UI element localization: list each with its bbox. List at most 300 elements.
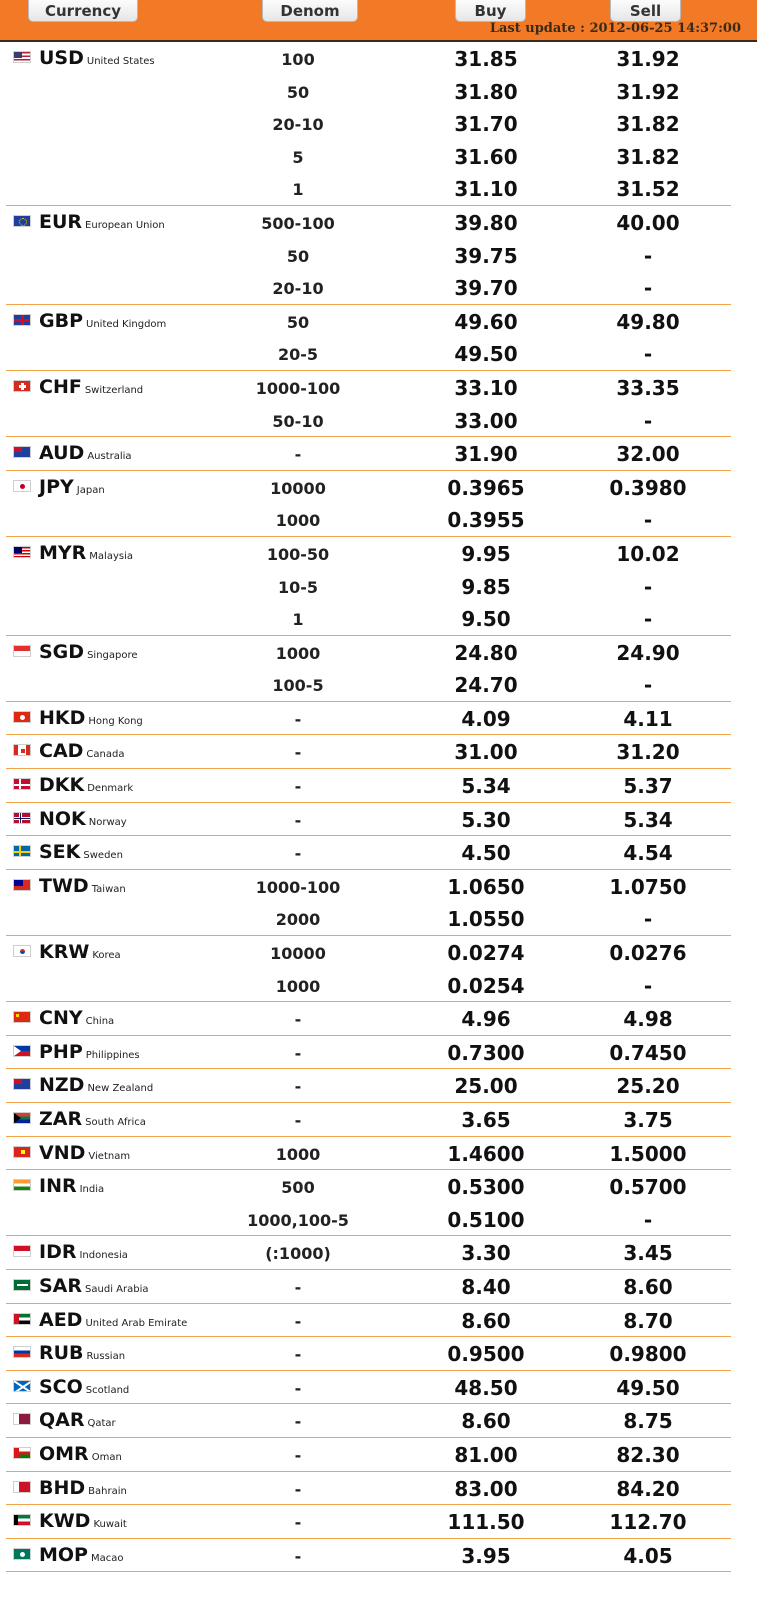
buy-rate-cell: 39.75 [454, 243, 518, 268]
currency-name: Switzerland [84, 384, 144, 396]
table-row [6, 1404, 731, 1437]
denom-cell: - [294, 1345, 302, 1365]
table-row [6, 1539, 731, 1572]
denom-cell: 10000 [270, 478, 326, 498]
in-flag-icon [13, 1179, 31, 1191]
currency-code: SAR Saudi Arabia [39, 1274, 149, 1297]
vn-flag-icon [13, 1146, 31, 1158]
currency-code: NZD New Zealand [39, 1074, 154, 1097]
sell-rate-cell: - [643, 973, 653, 998]
buy-rate-cell: 31.90 [454, 442, 518, 467]
buy-rate-cell: 3.30 [461, 1241, 511, 1266]
currency-name: Russian [86, 1351, 126, 1363]
table-row [6, 1002, 731, 1035]
denom-cell: - [294, 810, 302, 830]
buy-rate-cell: 31.10 [454, 177, 518, 202]
currency-name: Singapore [87, 649, 138, 661]
table-row [6, 902, 731, 935]
denom-cell: 100 [281, 50, 315, 69]
denom-cell: - [294, 777, 302, 797]
currency-group-twd [6, 870, 731, 936]
buy-rate-cell: 0.7300 [447, 1040, 525, 1065]
buy-rate-cell: 1.4600 [447, 1141, 525, 1166]
buy-rate-cell: 5.30 [461, 807, 511, 832]
rates-table [0, 42, 757, 1572]
sell-rate-cell: 84.20 [616, 1476, 680, 1501]
table-row [6, 172, 731, 205]
currency-code: USD United States [39, 47, 155, 69]
no-flag-icon [13, 812, 31, 824]
denom-cell: - [294, 1412, 302, 1432]
buy-rate-cell: 0.3955 [447, 508, 525, 533]
buy-rate-cell: 25.00 [454, 1074, 518, 1099]
denom-column-button[interactable]: Denom [262, 0, 358, 22]
currency-name: Norway [88, 816, 127, 828]
buy-rate-cell: 9.95 [461, 541, 511, 566]
buy-rate-cell: 83.00 [454, 1476, 518, 1501]
denom-cell: - [294, 743, 302, 763]
buy-rate-cell: 0.3965 [447, 475, 525, 500]
currency-code: JPY Japan [39, 475, 105, 498]
denom-cell: 100-50 [266, 544, 330, 564]
table-row [6, 969, 731, 1002]
my-flag-icon [13, 546, 31, 558]
table-row [6, 1337, 731, 1370]
currency-group-rub [6, 1337, 731, 1371]
currency-group-qar [6, 1404, 731, 1438]
uk-flag-icon [13, 314, 31, 326]
currency-name: China [85, 1016, 115, 1028]
currency-code: KWD Kuwait [39, 1510, 127, 1533]
table-row [6, 1203, 731, 1236]
currency-code: KRW Korea [39, 941, 121, 964]
currency-name: Philippines [85, 1049, 140, 1061]
table-row [6, 305, 731, 338]
currency-name: United States [86, 56, 155, 67]
table-row [6, 42, 731, 75]
table-row [6, 602, 731, 635]
currency-group-php [6, 1036, 731, 1070]
currency-name: Denmark [87, 783, 134, 795]
buy-rate-cell: 0.0274 [447, 941, 525, 966]
denom-cell: 1000 [275, 511, 321, 531]
buy-rate-cell: 8.60 [461, 1409, 511, 1434]
denom-cell: - [294, 1043, 302, 1063]
currency-code: ZAR South Africa [39, 1108, 146, 1130]
table-row [6, 239, 731, 272]
table-row [6, 1371, 731, 1404]
table-row [6, 1069, 731, 1102]
sell-rate-cell: - [643, 342, 653, 367]
currency-name: Indonesia [79, 1250, 128, 1262]
denom-cell: - [294, 844, 302, 864]
buy-rate-cell: 31.60 [454, 144, 518, 169]
currency-code: AED United Arab Emirate [39, 1308, 188, 1331]
currency-name: European Union [85, 219, 165, 231]
currency-group-cny [6, 1002, 731, 1036]
sell-rate-cell: 0.3980 [609, 475, 687, 500]
currency-name: Scotland [85, 1384, 130, 1396]
denom-cell: 1000-100 [255, 877, 341, 897]
sell-rate-cell: 0.7450 [609, 1040, 687, 1065]
currency-name: Hong Kong [88, 715, 143, 727]
denom-cell: 20-5 [277, 345, 319, 365]
sell-rate-cell: 31.82 [616, 112, 680, 137]
buy-rate-cell: 111.50 [447, 1510, 525, 1535]
currency-group-kwd [6, 1505, 731, 1539]
buy-rate-cell: 49.50 [454, 342, 518, 367]
currency-code: CHF Switzerland [39, 375, 144, 398]
currency-group-aed [6, 1304, 731, 1338]
table-row [6, 570, 731, 603]
currency-code: QAR Qatar [39, 1409, 116, 1432]
sell-rate-cell: 8.75 [623, 1409, 673, 1434]
table-row [6, 140, 731, 173]
denom-cell: 500-100 [261, 213, 335, 233]
denom-cell: - [294, 1513, 302, 1533]
sell-rate-cell: 5.34 [623, 807, 673, 832]
currency-group-nzd [6, 1069, 731, 1103]
denom-cell: 50 [286, 82, 310, 102]
currency-group-omr [6, 1438, 731, 1472]
table-row [6, 404, 731, 437]
table-row [6, 371, 731, 404]
currency-name: Australia [87, 451, 132, 463]
currency-group-nok [6, 803, 731, 837]
table-row [6, 1270, 731, 1303]
table-row [6, 836, 731, 869]
buy-rate-cell: 9.85 [461, 574, 511, 599]
currency-code: GBP United Kingdom [39, 309, 167, 332]
currency-group-sek [6, 836, 731, 870]
buy-column-button[interactable]: Buy [455, 0, 526, 22]
currency-name: India [79, 1184, 105, 1196]
au-flag-icon [13, 446, 31, 458]
nz-flag-icon [13, 1078, 31, 1090]
sell-rate-cell: 24.90 [616, 640, 680, 665]
sell-rate-cell: 8.60 [623, 1274, 673, 1299]
currency-code: PHP Philippines [39, 1040, 140, 1063]
currency-name: United Arab Emirate [85, 1317, 188, 1329]
sell-rate-cell: 3.45 [623, 1241, 673, 1266]
sell-rate-cell: - [643, 508, 653, 533]
table-row [6, 803, 731, 836]
denom-cell: 1000 [275, 1144, 321, 1164]
denom-cell: 1000 [275, 976, 321, 996]
sell-rate-cell: 31.92 [616, 79, 680, 104]
table-row [6, 1505, 731, 1538]
id-flag-icon [13, 1245, 31, 1257]
sell-rate-cell: - [643, 276, 653, 301]
sell-rate-cell: 33.35 [616, 375, 680, 400]
buy-rate-cell: 3.65 [461, 1108, 511, 1132]
currency-name: Bahrain [88, 1485, 127, 1497]
sell-rate-cell: 4.98 [623, 1007, 673, 1032]
denom-cell: - [294, 1311, 302, 1331]
sell-rate-cell: - [643, 673, 653, 698]
table-row [6, 1170, 731, 1203]
denom-cell: 100-5 [272, 676, 324, 696]
sell-rate-cell: 31.92 [616, 47, 680, 71]
eu-flag-icon [13, 215, 31, 227]
sell-rate-cell: 82.30 [616, 1442, 680, 1467]
ph-flag-icon [13, 1045, 31, 1057]
currency-code: VND Vietnam [39, 1141, 131, 1164]
denom-cell: - [294, 445, 302, 465]
currency-code: HKD Hong Kong [39, 706, 143, 729]
buy-rate-cell: 24.70 [454, 673, 518, 698]
currency-code: DKK Denmark [39, 774, 134, 797]
table-row [6, 668, 731, 701]
sell-rate-cell: 1.0750 [609, 874, 687, 899]
currency-code: MYR Malaysia [39, 541, 133, 564]
denom-cell: 500 [281, 1178, 315, 1198]
dk-flag-icon [13, 778, 31, 790]
sell-rate-cell: 32.00 [616, 442, 680, 467]
currency-group-gbp [6, 305, 731, 371]
sell-rate-cell: - [643, 607, 653, 632]
currency-group-idr [6, 1236, 731, 1270]
tw-flag-icon [13, 879, 31, 891]
denom-cell: - [294, 1479, 302, 1499]
sell-rate-cell: - [643, 408, 653, 433]
currency-group-bhd [6, 1472, 731, 1506]
hk-flag-icon [13, 711, 31, 723]
sell-rate-cell: 3.75 [623, 1108, 673, 1132]
kr-flag-icon [13, 945, 31, 957]
denom-cell: - [294, 1111, 302, 1130]
table-row [6, 636, 731, 669]
buy-rate-cell: 39.70 [454, 276, 518, 301]
currency-name: South Africa [85, 1117, 146, 1128]
currency-group-sar [6, 1270, 731, 1304]
table-row [6, 337, 731, 370]
table-row [6, 870, 731, 903]
table-row [6, 1236, 731, 1269]
sco-flag-icon [13, 1380, 31, 1392]
sell-rate-cell: 4.05 [623, 1543, 673, 1568]
table-row [6, 1304, 731, 1337]
sell-rate-cell: 1.5000 [609, 1141, 687, 1166]
denom-cell: - [294, 1546, 302, 1566]
table-row [6, 437, 731, 470]
currency-name: United Kingdom [86, 318, 167, 330]
currency-code: MOP Macao [39, 1543, 124, 1566]
buy-rate-cell: 0.5300 [447, 1175, 525, 1200]
sg-flag-icon [13, 645, 31, 657]
currency-group-hkd [6, 702, 731, 736]
buy-rate-cell: 9.50 [461, 607, 511, 632]
denom-cell: 1000-100 [255, 378, 341, 398]
currency-group-myr [6, 537, 731, 636]
currency-group-mop [6, 1539, 731, 1573]
sell-rate-cell: 4.11 [623, 706, 673, 731]
table-row [6, 1438, 731, 1471]
currency-code: AUD Australia [39, 442, 132, 465]
om-flag-icon [13, 1447, 31, 1459]
buy-rate-cell: 24.80 [454, 640, 518, 665]
currency-code: INR India [39, 1175, 105, 1198]
sell-rate-cell: 0.0276 [609, 941, 687, 966]
currency-group-vnd [6, 1137, 731, 1171]
table-row [6, 1137, 731, 1170]
table-row [6, 271, 731, 304]
us-flag-icon [13, 51, 31, 63]
table-row [6, 769, 731, 802]
denom-cell: 50-10 [272, 411, 324, 431]
table-row [6, 75, 731, 108]
currency-code: OMR Oman [39, 1442, 122, 1465]
buy-rate-cell: 8.40 [461, 1274, 511, 1299]
currency-group-cad [6, 735, 731, 769]
currency-name: Sweden [83, 850, 123, 862]
denom-cell: - [294, 709, 302, 729]
currency-code: RUB Russian [39, 1342, 126, 1365]
sell-rate-cell: - [643, 1207, 653, 1232]
sell-rate-cell: - [643, 574, 653, 599]
currency-name: Macao [90, 1552, 124, 1564]
sell-rate-cell: 5.37 [623, 774, 673, 799]
currency-name: Oman [91, 1451, 122, 1463]
table-row [6, 1036, 731, 1069]
qa-flag-icon [13, 1413, 31, 1425]
currency-code: CAD Canada [39, 740, 125, 763]
currency-name: Vietnam [88, 1150, 131, 1162]
currency-code: NOK Norway [39, 807, 127, 830]
currency-group-sco [6, 1371, 731, 1405]
table-row [6, 702, 731, 735]
currency-group-jpy [6, 471, 731, 537]
sell-rate-cell: 49.80 [616, 309, 680, 334]
table-row [6, 1103, 731, 1136]
currency-group-krw [6, 936, 731, 1002]
denom-cell: 2000 [275, 910, 321, 930]
denom-cell: - [294, 1445, 302, 1465]
bh-flag-icon [13, 1481, 31, 1493]
buy-rate-cell: 4.96 [461, 1007, 511, 1032]
currency-group-dkk [6, 769, 731, 803]
currency-group-eur [6, 206, 731, 305]
currency-group-sgd [6, 636, 731, 702]
mo-flag-icon [13, 1548, 31, 1560]
denom-cell: (:1000) [265, 1244, 331, 1264]
sell-rate-cell: 112.70 [609, 1510, 687, 1535]
sell-rate-cell: - [643, 907, 653, 932]
sa-flag-icon [13, 1279, 31, 1291]
ru-flag-icon [13, 1346, 31, 1358]
currency-column-button[interactable]: Currency [28, 0, 138, 22]
table-row [6, 206, 731, 239]
sell-rate-cell: 31.52 [616, 177, 680, 202]
buy-rate-cell: 49.60 [454, 309, 518, 334]
table-row [6, 107, 731, 140]
currency-group-chf [6, 371, 731, 437]
sell-column-button[interactable]: Sell [610, 0, 681, 22]
currency-code: BHD Bahrain [39, 1476, 127, 1499]
currency-name: Korea [92, 950, 121, 962]
buy-rate-cell: 0.0254 [447, 973, 525, 998]
currency-code: CNY China [39, 1007, 115, 1030]
denom-cell: 1 [292, 610, 304, 630]
za-flag-icon [13, 1112, 31, 1124]
buy-rate-cell: 0.9500 [447, 1342, 525, 1367]
currency-code: SGD Singapore [39, 640, 138, 663]
sell-rate-cell: 0.9800 [609, 1342, 687, 1367]
sell-rate-cell: 25.20 [616, 1074, 680, 1099]
denom-cell: - [294, 1378, 302, 1398]
header-bar [0, 0, 757, 42]
currency-code: IDR Indonesia [39, 1241, 128, 1264]
buy-rate-cell: 31.70 [454, 112, 518, 137]
ch-flag-icon [13, 380, 31, 392]
table-row [6, 1472, 731, 1505]
buy-rate-cell: 0.5100 [447, 1207, 525, 1232]
buy-rate-cell: 8.60 [461, 1308, 511, 1333]
denom-cell: 20-10 [272, 115, 324, 135]
denom-cell: 1000,100-5 [247, 1210, 349, 1230]
buy-rate-cell: 48.50 [454, 1375, 518, 1400]
currency-code: SCO Scotland [39, 1375, 130, 1398]
buy-rate-cell: 33.10 [454, 375, 518, 400]
sell-rate-cell: 8.70 [623, 1308, 673, 1333]
denom-cell: 10-5 [277, 577, 319, 597]
denom-cell: 1000 [275, 643, 321, 663]
currency-name: Malaysia [89, 550, 133, 562]
currency-group-inr [6, 1170, 731, 1236]
buy-rate-cell: 4.50 [461, 841, 511, 866]
currency-name: Saudi Arabia [85, 1283, 149, 1295]
currency-name: Japan [76, 484, 105, 496]
sell-rate-cell: 0.5700 [609, 1175, 687, 1200]
denom-cell: - [294, 1077, 302, 1097]
cn-flag-icon [13, 1011, 31, 1023]
sell-rate-cell: 31.20 [616, 740, 680, 765]
currency-name: Canada [86, 749, 125, 761]
denom-cell: - [294, 1010, 302, 1030]
table-row [6, 735, 731, 768]
currency-group-zar [6, 1103, 731, 1137]
currency-group-usd [6, 42, 731, 206]
buy-rate-cell: 31.00 [454, 740, 518, 765]
denom-cell: - [294, 1277, 302, 1297]
sell-rate-cell: 40.00 [616, 210, 680, 235]
currency-group-aud [6, 437, 731, 471]
kw-flag-icon [13, 1514, 31, 1526]
sell-rate-cell: - [643, 243, 653, 268]
currency-code: TWD Taiwan [39, 874, 126, 897]
se-flag-icon [13, 845, 31, 857]
buy-rate-cell: 1.0550 [447, 907, 525, 932]
currency-code: EUR European Union [39, 210, 165, 233]
ae-flag-icon [13, 1313, 31, 1325]
ca-flag-icon [13, 744, 31, 756]
currency-code: SEK Sweden [39, 841, 123, 864]
denom-cell: 5 [292, 147, 304, 167]
jp-flag-icon [13, 480, 31, 492]
last-update-text: Last update : 2012-06-25 14:37:00 [489, 21, 741, 36]
denom-cell: 50 [286, 312, 310, 332]
currency-name: Kuwait [93, 1519, 127, 1531]
buy-rate-cell: 31.80 [454, 79, 518, 104]
sell-rate-cell: 31.82 [616, 144, 680, 169]
buy-rate-cell: 39.80 [454, 210, 518, 235]
currency-name: Taiwan [91, 883, 126, 895]
denom-cell: 50 [286, 246, 310, 266]
denom-cell: 10000 [270, 944, 326, 964]
currency-name: New Zealand [87, 1083, 154, 1095]
denom-cell: 1 [292, 180, 304, 200]
table-row [6, 537, 731, 570]
